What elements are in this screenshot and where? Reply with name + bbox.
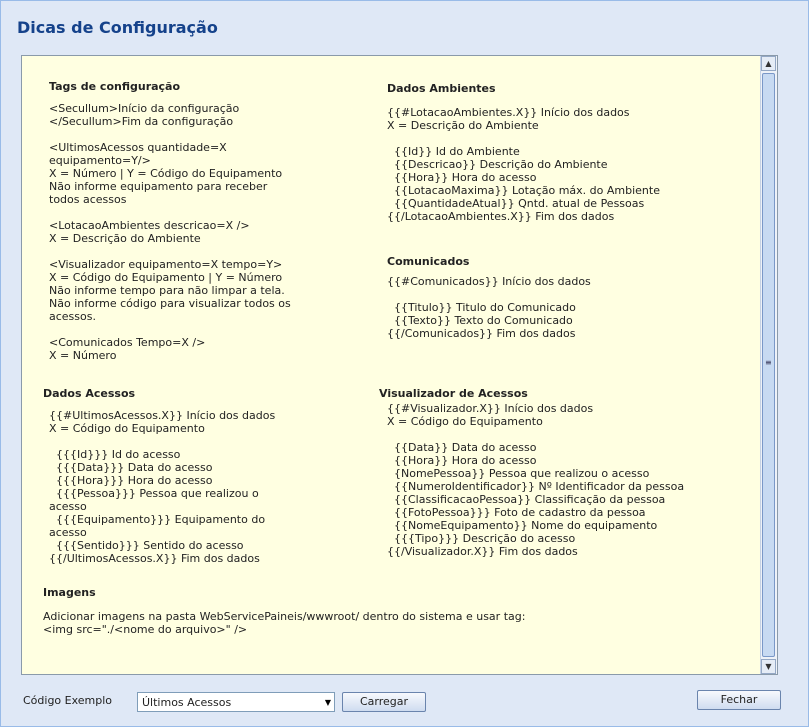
text-line: Não informe tempo para não limpar a tela.	[49, 284, 285, 297]
ambientes-lines	[387, 106, 660, 223]
tags-title: Tags de configuração	[49, 80, 181, 93]
example-code-value: Últimos Acessos	[142, 696, 232, 709]
text-line: </Secullum>Fim da configuração	[49, 115, 234, 128]
close-button[interactable]: Fechar	[697, 690, 781, 710]
text-line: {{Data}} Data do acesso	[387, 441, 537, 454]
text-line	[49, 206, 291, 219]
text-line: Adicionar imagens na pasta WebServicePaineis/wwwroot/ dentro do sistema e usar tag:	[43, 610, 526, 623]
text-line	[387, 288, 591, 301]
text-line: {{{Data}}} Data do acesso	[49, 461, 213, 474]
text-line: {{LotacaoMaxima}} Lotação máx. do Ambiente	[387, 184, 660, 197]
text-line	[49, 245, 291, 258]
text-line: {{/Visualizador.X}} Fim dos dados	[387, 545, 578, 558]
text-line	[49, 128, 291, 141]
comunicados-title: Comunicados	[387, 255, 470, 268]
scroll-up-icon[interactable]: ▲	[761, 56, 776, 71]
text-line: X = Descrição do Ambiente	[49, 232, 201, 245]
dropdown-arrow-icon[interactable]: ▼	[324, 698, 331, 707]
tips-content	[22, 56, 760, 674]
text-line: X = Número | Y = Código do Equipamento	[49, 167, 283, 180]
text-line: <UltimosAcessos quantidade=X	[49, 141, 227, 154]
imagens-lines	[43, 610, 525, 636]
visualizador-section	[379, 387, 684, 558]
example-code-select[interactable]	[137, 692, 335, 712]
scroll-thumb[interactable]	[762, 73, 775, 657]
text-line: {{#UltimosAcessos.X}} Início dos dados	[49, 409, 276, 422]
ambientes-section	[387, 82, 660, 223]
ambientes-title: Dados Ambientes	[387, 82, 496, 95]
text-line: {{{Hora}}} Hora do acesso	[49, 474, 213, 487]
text-line: {{NumeroIdentificador}} Nº Identificador da pessoa	[387, 480, 685, 493]
text-line	[387, 132, 660, 145]
text-line: {{Hora}} Hora do acesso	[387, 454, 537, 467]
text-line: {{/LotacaoAmbientes.X}} Fim dos dados	[387, 210, 615, 223]
text-line: {{#Comunicados}} Início dos dados	[387, 275, 591, 288]
example-code-label: Código Exemplo	[23, 694, 113, 707]
acessos-title: Dados Acessos	[43, 387, 136, 400]
text-line: X = Código do Equipamento	[387, 415, 543, 428]
text-line: {{{Id}}} Id do acesso	[49, 448, 181, 461]
load-button[interactable]: Carregar	[342, 692, 426, 712]
visualizador-title: Visualizador de Acessos	[379, 387, 528, 400]
text-line: X = Código do Equipamento	[49, 422, 205, 435]
text-line: {{{Sentido}}} Sentido do acesso	[49, 539, 244, 552]
text-line: {{Descricao}} Descrição do Ambiente	[387, 158, 608, 171]
grip-icon: ≡	[765, 358, 772, 367]
text-line: {{FotoPessoa}}} Foto de cadastro da pessoa	[387, 506, 646, 519]
text-line	[387, 428, 684, 441]
imagens-title: Imagens	[43, 586, 96, 599]
text-line: <LotacaoAmbientes descricao=X />	[49, 219, 250, 232]
text-line: {{/UltimosAcessos.X}} Fim dos dados	[49, 552, 260, 565]
text-line: {{Titulo}} Titulo do Comunicado	[387, 301, 576, 314]
text-line: {{#Visualizador.X}} Início dos dados	[387, 402, 594, 415]
comunicados-lines	[387, 275, 591, 340]
text-line: X = Número	[49, 349, 117, 362]
comunicados-section	[387, 255, 591, 340]
text-line: X = Descrição do Ambiente	[387, 119, 539, 132]
text-line: todos acessos	[49, 193, 127, 206]
acessos-lines	[49, 409, 275, 565]
text-line: {{{Tipo}}} Descrição do acesso	[387, 532, 576, 545]
text-line: Não informe código para visualizar todos os	[49, 297, 291, 310]
tags-section	[49, 80, 291, 362]
dialog-title: Dicas de Configuração	[17, 18, 218, 37]
text-line: equipamento=Y/>	[49, 154, 151, 167]
text-line: {{#LotacaoAmbientes.X}} Início dos dados	[387, 106, 630, 119]
text-line: <Visualizador equipamento=X tempo=Y>	[49, 258, 283, 271]
text-line: Não informe equipamento para receber	[49, 180, 268, 193]
tips-panel	[21, 55, 778, 675]
text-line: {{NomeEquipamento}} Nome do equipamento	[387, 519, 658, 532]
text-line: <img src="./<nome do arquivo>" />	[43, 623, 248, 636]
text-line: acessos.	[49, 310, 96, 323]
text-line: {{{Equipamento}}} Equipamento do	[49, 513, 266, 526]
text-line: {NomePessoa}} Pessoa que realizou o acesso	[387, 467, 650, 480]
text-line: X = Código do Equipamento | Y = Número	[49, 271, 283, 284]
text-line: {{{Pessoa}}} Pessoa que realizou o	[49, 487, 259, 500]
text-line: {{Texto}} Texto do Comunicado	[387, 314, 573, 327]
text-line: <Comunicados Tempo=X />	[49, 336, 206, 349]
text-line: acesso	[49, 526, 87, 539]
text-line: <Secullum>Início da configuração	[49, 102, 240, 115]
scroll-down-icon[interactable]: ▼	[761, 659, 776, 674]
text-line: {{ClassificacaoPessoa}} Classificação da pessoa	[387, 493, 666, 506]
text-line: {{QuantidadeAtual}} Qntd. atual de Pessoas	[387, 197, 645, 210]
visualizador-lines	[387, 402, 684, 558]
vertical-scrollbar[interactable]	[760, 56, 777, 674]
text-line	[49, 435, 275, 448]
text-line: {{Id}} Id do Ambiente	[387, 145, 520, 158]
tags-lines	[49, 102, 291, 362]
text-line: acesso	[49, 500, 87, 513]
text-line	[49, 323, 291, 336]
imagens-section	[43, 586, 525, 636]
text-line: {{/Comunicados}} Fim dos dados	[387, 327, 576, 340]
text-line: {{Hora}} Hora do acesso	[387, 171, 537, 184]
acessos-section	[43, 387, 275, 565]
